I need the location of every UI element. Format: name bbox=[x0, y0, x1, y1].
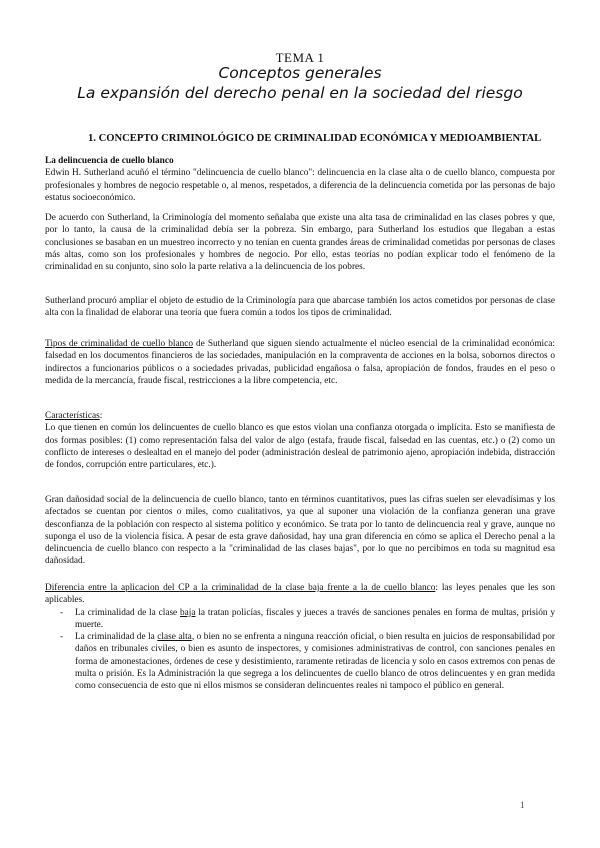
paragraph-sutherland-criminology: De acuerdo con Sutherland, la Criminología del momento señalaba que existe una alta tasa de criminalidad en las clases pobres y que, por lo tanto, la causa de la criminalidad debía ser la pobreza. Sin embargo, para Sutherland los estudios que llegaban a estas conclusiones se basaban en un muestreo incorrecto y no tenían en cuenta grandes áreas de criminalidad cometidas por personas de clases más altas, como son los profesionales y hombres de negocio. Por ello, estas teorías no podían explicar todo el fenómeno de la criminalidad en su conjunto, sino solo la parte relativa a la delincuencia de los pobres. bbox=[45, 213, 555, 273]
subtitle-heading: Conceptos generales bbox=[218, 64, 382, 82]
paragraph-types bbox=[45, 338, 555, 387]
paragraph-sutherland-scope: Sutherland procuró ampliar el objeto de estudio de la Criminología para que abarcase también los actos cometidos por personas de clase alta con la finalidad de elaborar una teoría que fuera común a todos los tipos de criminalidad. bbox=[45, 296, 555, 319]
difference-block bbox=[45, 582, 555, 693]
characteristics-block bbox=[45, 410, 555, 471]
difference-list bbox=[45, 607, 555, 693]
difference-text: : las leyes penales que les son aplicables. bbox=[45, 583, 555, 606]
list-dash: - bbox=[60, 632, 64, 643]
list-item-key: clase alta bbox=[157, 632, 192, 643]
list-dash: - bbox=[60, 607, 64, 618]
list-item: - La criminalidad de la clase alta, o bien no se enfrenta a ninguna reacción oficial, o bien resulta en juicios de responsabilidad por daños en tribunales civiles, o bien es asunto de inspectores, y comisiones administrativas de control, con sanciones penales en forma de amonestaciones, órdenes de cese y desistimiento, raramente retiradas de licencia y solo en casos extremos con penas de multa o prisión. Es la Administración la que segrega a los delincuentes de cuello blanco de otros delincuentes y en gran medida como consecuencia de esto que ni ellos mismos se consideran delincuentes reales ni tampoco el público en general. bbox=[60, 632, 555, 692]
characteristics-colon: : bbox=[99, 411, 103, 421]
paragraph-damage: Gran dañosidad social de la delincuencia de cuello blanco, tanto en términos cuantitativos, pues las cifras suelen ser elevadísimas y los afectados se cuentan por cientos o miles, como cualitativos, ya que al suponer una violación de la confianza generan una grave desconfianza de la población con respecto al sistema político y económico. Se trata por lo tanto de delincuencia real y grave, aunque no suponga el uso de la violencia física. A pesar de esta grave dañosidad, hay una gran diferencia en cómo se aplica el Derecho penal a la delincuencia de cuello blanco con respecto a la "criminalidad de las clases bajas", por lo que no percibimos en toda su magnitud esa dañosidad. bbox=[45, 495, 555, 567]
section-heading: 1. CONCEPTO CRIMINOLÓGICO DE CRIMINALIDAD ECONÓMICA Y MEDIOAMBIENTAL bbox=[88, 133, 542, 144]
list-item: - La criminalidad de la clase baja la tratan policías, fiscales y jueces a través de sanciones penales en forma de multas, prisión y muerte. bbox=[60, 607, 555, 630]
list-item-key: baja bbox=[180, 607, 196, 618]
characteristics-heading: Características bbox=[45, 411, 100, 421]
title-heading: La expansión del derecho penal en la sociedad del riesgo bbox=[77, 84, 523, 102]
intro-paragraph: Edwin H. Sutherland acuñó el término "delincuencia de cuello blanco": delincuencia en la clase alta o de cuello blanco, compuesta por profesionales y hombres de negocio respetable o, al menos, respetados, a diferencia de la delincuencia cometida por las personas de bajo estatus socioeconómico. bbox=[45, 168, 555, 203]
characteristics-paragraph: Lo que tienen en común los delincuentes de cuello blanco es que estos violan una confianza otorgada o implícita. Esto se manifiesta de dos formas posibles: (1) como representación falsa del valor de algo (estafa, fraude fiscal, falsedad en las cuentas, etc.) o (2) como un conflicto de intereses o deslealtad en el manejo del poder (administración desleal de patrimonio ajeno, apropiación indebida, distracción de fondos, corrupción entre particulares, etc.). bbox=[45, 423, 555, 471]
intro-block bbox=[45, 155, 555, 204]
types-lead: Tipos de criminalidad de cuello blanco bbox=[45, 339, 193, 349]
page-number: 1 bbox=[520, 800, 525, 810]
intro-subheading: La delincuencia de cuello blanco bbox=[45, 156, 174, 166]
difference-lead: Diferencia entre la aplicacion del CP a la criminalidad de la clase baja frente a la de cuello blanco bbox=[45, 583, 436, 593]
types-text: de Sutherland que siguen siendo actualmente el núcleo esencial de la criminalidad económica: falsedad en los documentos financieros de las sociedades, manipulación en la compraventa de acciones en la bolsa, sobornos directos o indirectos a funcionarios públicos o a sociedades privadas, publicidad engañosa o falsa, apropiación de fondos, fraudes en el peso o medida de la mercancía, fraude fiscal, restricciones a la libre competencia, etc. bbox=[45, 339, 555, 386]
topic-heading: TEMA 1 bbox=[275, 50, 325, 65]
